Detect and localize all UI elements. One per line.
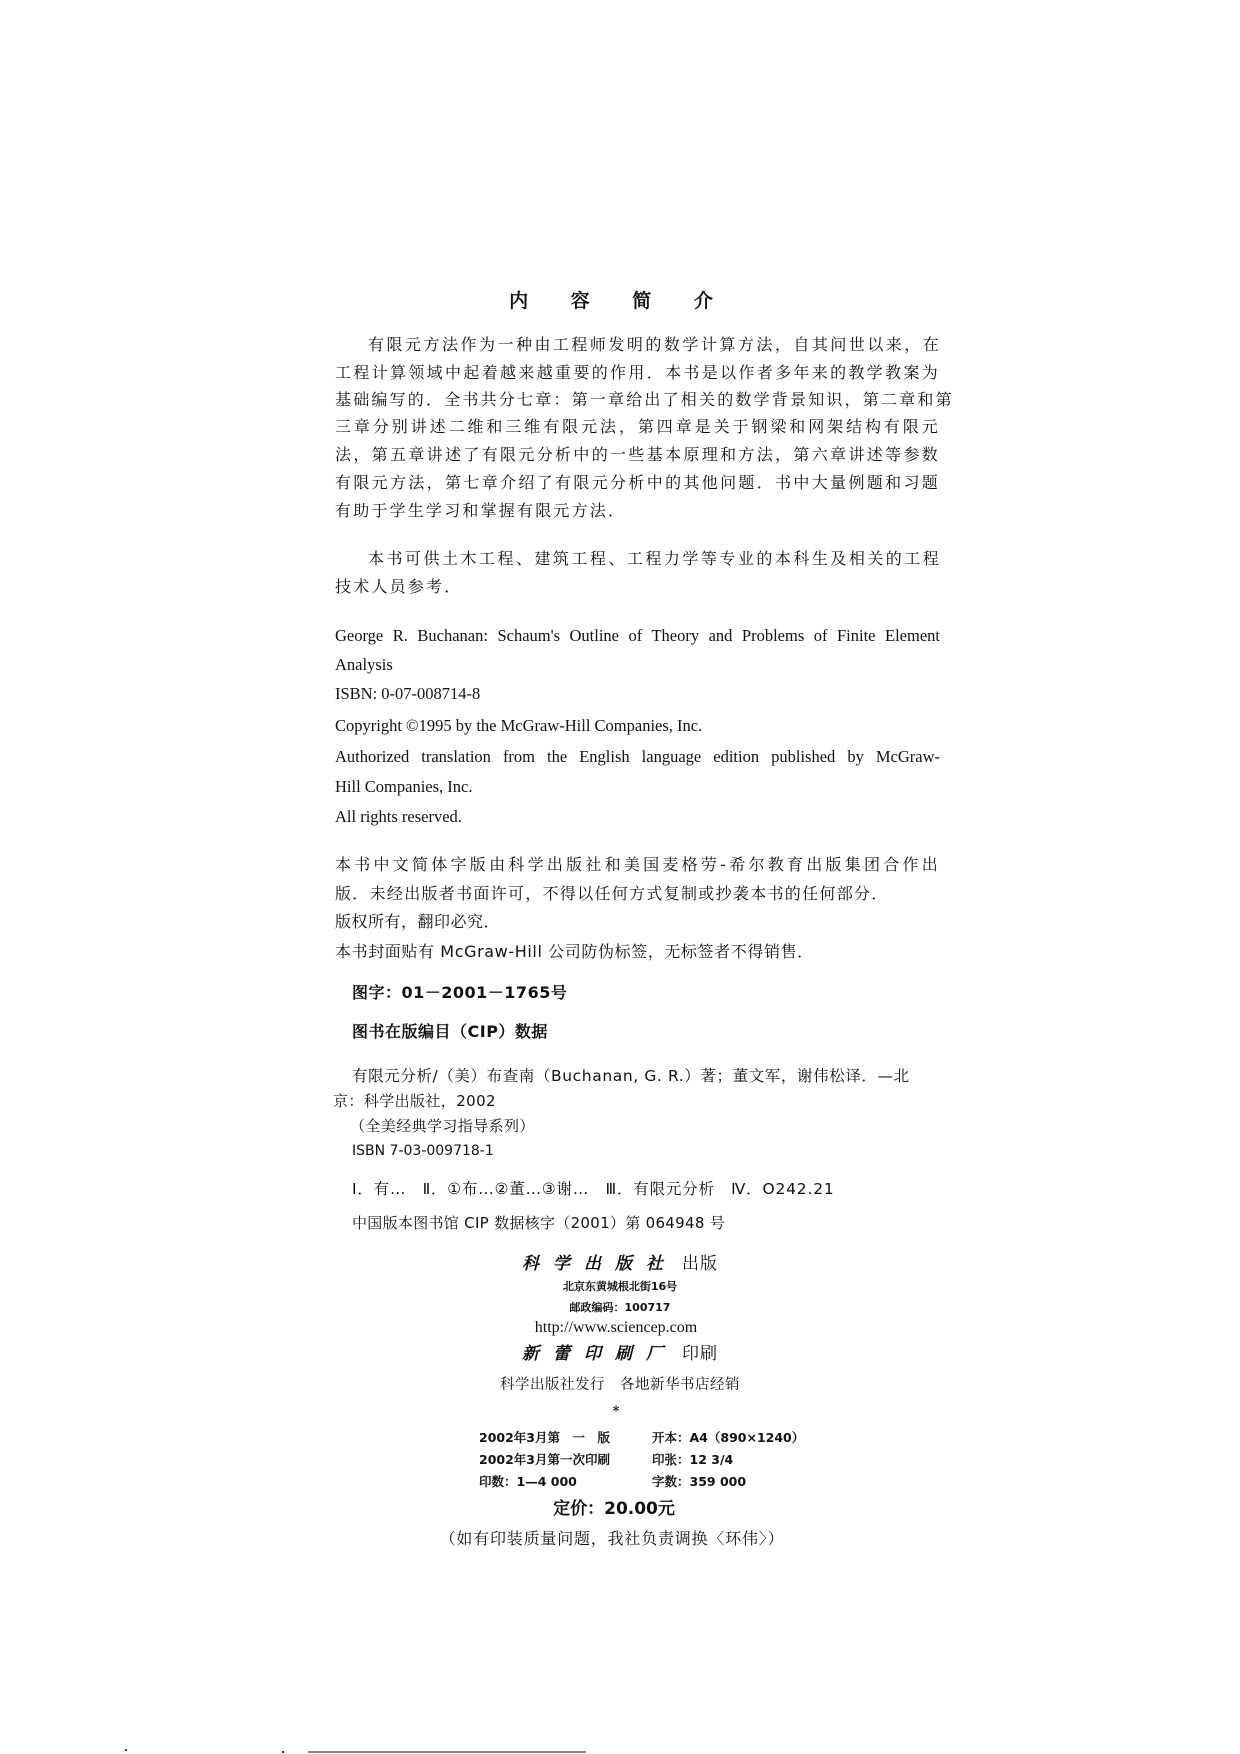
summary-line: 技术人员参考． — [335, 577, 463, 596]
summary-line: 有助于学生学习和掌握有限元方法． — [335, 501, 627, 520]
authorization-line: Authorized translation from the English language edition published by McGraw- — [335, 747, 940, 766]
cip-record-number: 中国版本图书馆 CIP 数据核字（2001）第 064948 号 — [352, 1214, 726, 1232]
rights-line: 版．未经出版者书面许可，不得以任何方式复制或抄袭本书的任何部分． — [335, 884, 889, 903]
printer-role: 印刷 — [682, 1344, 719, 1364]
printing-info: 2002年3月第一次印刷 — [479, 1452, 610, 1467]
summary-line: 工程计算领域中起着越来越重要的作用．本书是以作者多年来的教学教案为 — [335, 363, 940, 382]
summary-line: 基础编写的．全书共分七章：第一章给出了相关的数学背景知识，第二章和第 — [335, 390, 954, 409]
authorization-line: Hill Companies, Inc. — [335, 777, 473, 796]
rights-line: 本书封面贴有 McGraw-Hill 公司防伪标签，无标签者不得销售． — [335, 942, 814, 961]
original-isbn: ISBN: 0-07-008714-8 — [335, 684, 481, 703]
original-title-line: George R. Buchanan: Schaum's Outline of Theory and Problems of Finite Element — [335, 626, 940, 645]
cip-classification: Ⅰ．有… Ⅱ．①布…②董…③谢… Ⅲ．有限元分析 Ⅳ．O242.21 — [352, 1180, 835, 1198]
print-run-info: 印数：1—4 000 — [479, 1474, 577, 1489]
format-info: 开本：A4（890×1240） — [652, 1430, 805, 1445]
distribution: 科学出版社发行 各地新华书店经销 — [500, 1377, 740, 1393]
cip-isbn: ISBN 7-03-009718-1 — [352, 1143, 494, 1159]
price: 定价：20.00元 — [553, 1499, 675, 1519]
printer-line — [0, 1346, 1240, 1363]
summary-line: 有限元方法，第七章介绍了有限元分析中的其他问题．书中大量例题和习题 — [335, 473, 940, 492]
edition-info: 2002年3月第 一 版 — [479, 1430, 610, 1445]
publisher-postcode: 邮政编码：100717 — [569, 1301, 671, 1314]
printer-name: 新蕾印刷厂 — [521, 1344, 677, 1364]
separator-star: * — [612, 1404, 620, 1419]
summary-line: 三章分别讲述二维和三维有限元法，第四章是关于钢梁和网架结构有限元 — [335, 417, 940, 436]
copyright-line: Copyright ©1995 by the McGraw-Hill Companies, Inc. — [335, 716, 703, 735]
scan-artifact-line — [308, 1751, 586, 1753]
cip-entry: 有限元分析/（美）布查南（Buchanan, G. R.）著；董文军，谢伟松译．—北 — [352, 1067, 910, 1085]
scan-artifact — [125, 1749, 127, 1751]
quality-note: （如有印装质量问题，我社负责调换〈环伟〉） — [439, 1529, 785, 1548]
publisher-line — [0, 1256, 1240, 1273]
rights-line: 版权所有，翻印必究． — [335, 912, 501, 931]
contract-number: 图字：01－2001－1765号 — [352, 983, 568, 1002]
word-count-info: 字数：359 000 — [652, 1474, 747, 1489]
summary-line: 有限元方法作为一种由工程师发明的数学计算方法，自其问世以来，在 — [368, 335, 941, 354]
publisher-name: 科学出版社 — [521, 1254, 677, 1274]
cip-heading: 图书在版编目（CIP）数据 — [352, 1022, 548, 1041]
publisher-role: 出版 — [682, 1254, 719, 1274]
cip-series: （全美经典学习指导系列） — [350, 1117, 535, 1135]
summary-line: 本书可供土木工程、建筑工程、工程力学等专业的本科生及相关的工程 — [368, 549, 941, 568]
rights-line: 本书中文简体字版由科学出版社和美国麦格劳-希尔教育出版集团合作出 — [335, 855, 940, 874]
scan-artifact — [282, 1751, 284, 1753]
cip-entry: 京：科学出版社，2002 — [333, 1092, 496, 1110]
page-title: 内 容 简 介 — [509, 290, 731, 312]
sheets-info: 印张：12 3/4 — [652, 1452, 734, 1467]
original-title-line: Analysis — [335, 655, 393, 674]
publisher-url[interactable]: http://www.sciencep.com — [534, 1319, 698, 1336]
summary-line: 法，第五章讲述了有限元分析中的一些基本原理和方法，第六章讲述等参数 — [335, 445, 940, 464]
rights-reserved: All rights reserved. — [335, 807, 462, 826]
publisher-address: 北京东黄城根北街16号 — [562, 1280, 678, 1293]
